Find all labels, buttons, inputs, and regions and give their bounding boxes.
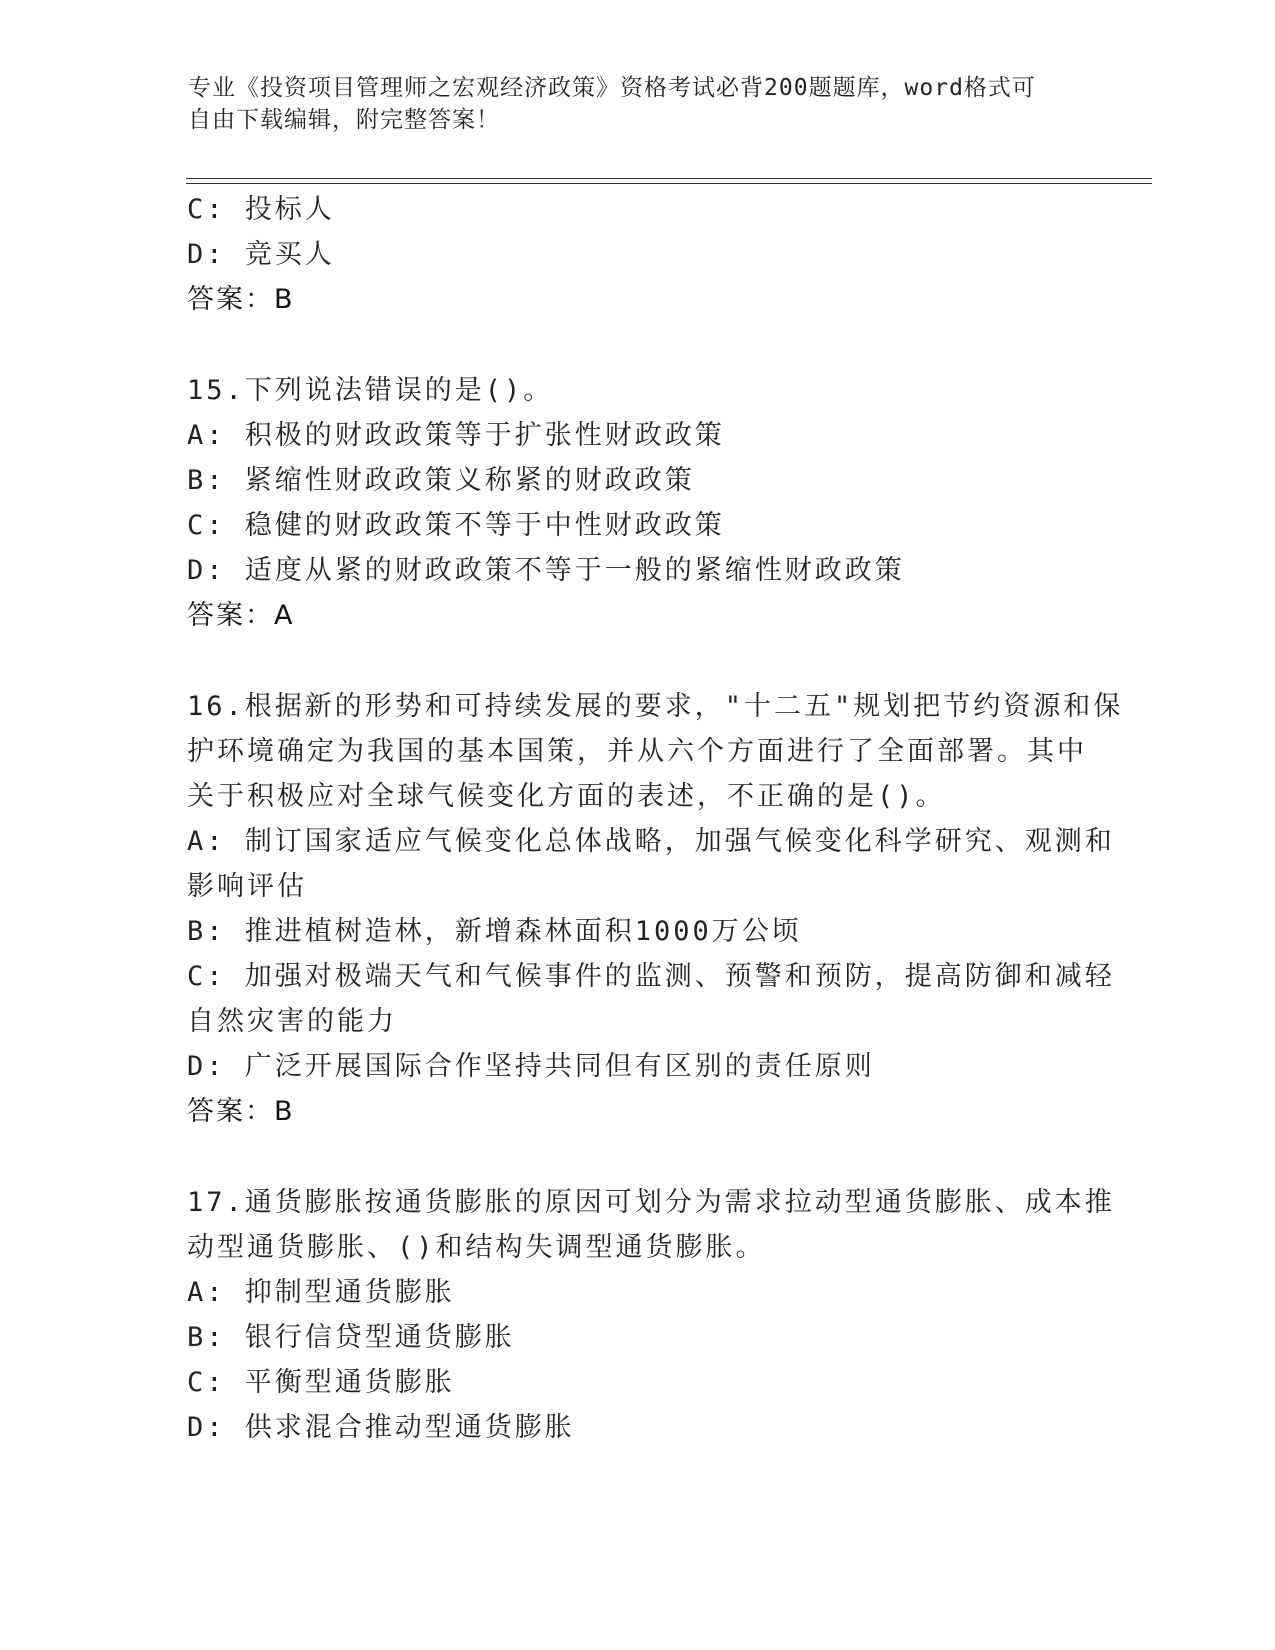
q15-option-d: D: 适度从紧的财政政策不等于一般的紧缩性财政政策 — [187, 555, 905, 586]
q17-option-c: C: 平衡型通货膨胀 — [187, 1367, 455, 1398]
spacer — [187, 638, 1087, 684]
q15-option-c: C: 稳健的财政政策不等于中性财政政策 — [187, 510, 725, 541]
q16-question-line-3: 关于积极应对全球气候变化方面的表述，不正确的是()。 — [187, 781, 946, 812]
q16-option-a-line-2: 影响评估 — [187, 871, 307, 902]
header-line-1: 专业《投资项目管理师之宏观经济政策》资格考试必背200题题库，word格式可 — [188, 75, 1036, 101]
document-header — [188, 72, 1068, 136]
q16-question-line-1: 16.根据新的形势和可持续发展的要求，"十二五"规划把节约资源和保 — [187, 691, 1124, 722]
header-divider-top — [186, 178, 1152, 179]
question-content — [187, 187, 1124, 1450]
q16-answer: 答案：B — [187, 1096, 295, 1127]
spacer — [187, 1134, 1087, 1180]
q16-option-a-line-1: A: 制订国家适应气候变化总体战略，加强气候变化科学研究、观测和 — [187, 826, 1115, 857]
q15-answer: 答案：A — [187, 600, 295, 631]
q14-option-c: C: 投标人 — [187, 194, 335, 225]
question-14-block — [187, 187, 1087, 322]
q14-option-d: D: 竞买人 — [187, 239, 335, 270]
question-16-block — [187, 684, 1124, 1134]
question-15-block — [187, 368, 1087, 638]
q16-option-c-line-2: 自然灾害的能力 — [187, 1006, 397, 1037]
question-17-block — [187, 1180, 1115, 1450]
q15-option-b: B: 紧缩性财政政策义称紧的财政政策 — [187, 465, 695, 496]
q16-option-b: B: 推进植树造林，新增森林面积1000万公顷 — [187, 916, 802, 947]
q17-question-line-2: 动型通货膨胀、()和结构失调型通货膨胀。 — [187, 1232, 766, 1263]
q16-option-d: D: 广泛开展国际合作坚持共同但有区别的责任原则 — [187, 1051, 875, 1082]
q14-answer: 答案：B — [187, 284, 295, 315]
header-line-2: 自由下载编辑，附完整答案！ — [188, 107, 500, 133]
q15-question: 15.下列说法错误的是()。 — [187, 375, 554, 406]
q17-option-b: B: 银行信贷型通货膨胀 — [187, 1322, 515, 1353]
header-divider-bottom — [186, 183, 1152, 184]
q16-question-line-2: 护环境确定为我国的基本国策，并从六个方面进行了全面部署。其中 — [187, 736, 1087, 767]
q17-option-a: A: 抑制型通货膨胀 — [187, 1277, 455, 1308]
q15-option-a: A: 积极的财政政策等于扩张性财政政策 — [187, 420, 725, 451]
q16-option-c-line-1: C: 加强对极端天气和气候事件的监测、预警和预防，提高防御和减轻 — [187, 961, 1115, 992]
q17-question-line-1: 17.通货膨胀按通货膨胀的原因可划分为需求拉动型通货膨胀、成本推 — [187, 1187, 1115, 1218]
q17-option-d: D: 供求混合推动型通货膨胀 — [187, 1412, 575, 1443]
spacer — [187, 322, 1087, 368]
